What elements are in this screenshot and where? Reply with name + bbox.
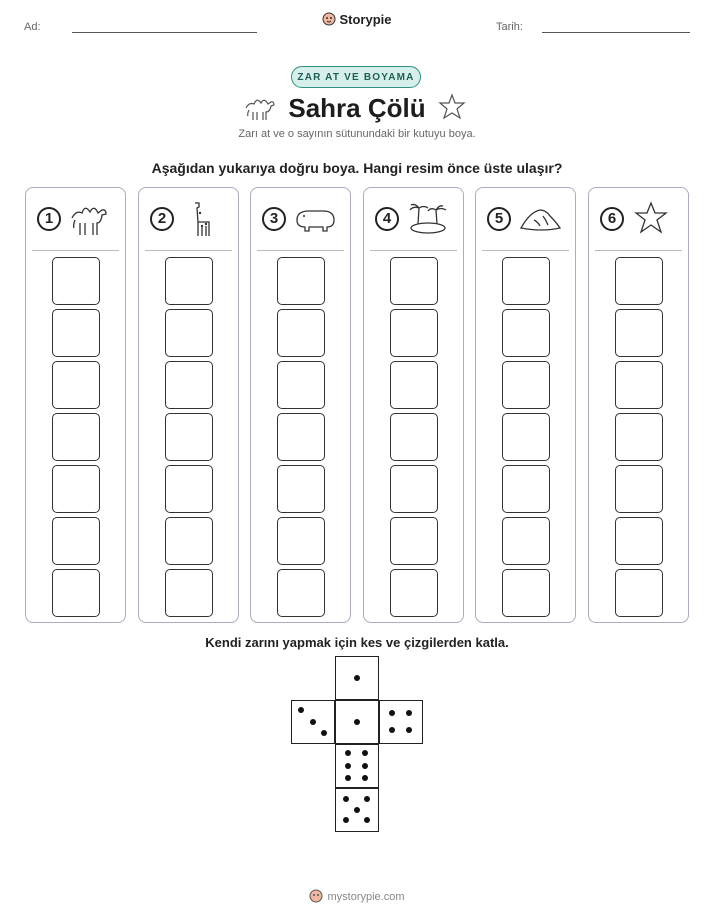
color-box[interactable] [52,517,100,565]
die-face-5 [335,788,379,832]
color-box[interactable] [277,569,325,617]
column-divider [257,250,344,251]
column-number: 4 [375,207,399,231]
dice-instruction: Kendi zarını yapmak için kes ve çizgilerden katla. [205,635,509,650]
color-box[interactable] [615,465,663,513]
column-header [26,188,125,250]
column-5 [475,187,576,623]
color-box[interactable] [502,309,550,357]
column-2 [138,187,239,623]
color-box[interactable] [52,413,100,461]
color-box[interactable] [390,361,438,409]
column-divider [145,250,232,251]
column-4 [363,187,464,623]
column-divider [370,250,457,251]
column-header [364,188,463,250]
die-pip [354,675,360,681]
column-divider [32,250,119,251]
die-pip [354,719,360,725]
die-pip [406,710,412,716]
color-box[interactable] [615,309,663,357]
color-box[interactable] [615,569,663,617]
color-box[interactable] [390,465,438,513]
column-number: 6 [600,207,624,231]
die-face-6 [335,744,379,788]
activity-badge: ZAR AT VE BOYAMA [291,66,421,88]
die-pip [364,817,370,823]
date-label: Tarih: [496,21,523,33]
column-number: 1 [37,207,61,231]
color-box[interactable] [165,361,213,409]
color-box[interactable] [390,569,438,617]
column-number: 2 [150,207,174,231]
name-label: Ad: [24,21,41,33]
column-divider [482,250,569,251]
color-box[interactable] [502,257,550,305]
name-line[interactable] [72,32,257,33]
color-box[interactable] [502,361,550,409]
color-box[interactable] [277,257,325,305]
column-header [251,188,350,250]
giraffe-icon [181,200,225,238]
die-pip [345,763,351,769]
column-6 [588,187,689,623]
star-icon [631,200,675,238]
color-box[interactable] [615,361,663,409]
die-pip [298,707,304,713]
color-box[interactable] [165,517,213,565]
storypie-mascot-icon [322,12,336,26]
die-pip [345,775,351,781]
die-pip [343,796,349,802]
page-title: Sahra Çölü [288,93,426,123]
die-pip [406,727,412,733]
color-box[interactable] [165,309,213,357]
color-box[interactable] [165,569,213,617]
oasis-icon [406,200,450,238]
die-pip [362,775,368,781]
color-box[interactable] [277,465,325,513]
color-box[interactable] [502,517,550,565]
column-number: 3 [262,207,286,231]
color-box[interactable] [165,465,213,513]
die-pip [389,710,395,716]
column-3 [250,187,351,623]
color-box[interactable] [615,517,663,565]
color-box[interactable] [390,413,438,461]
column-1 [25,187,126,623]
die-pip [389,727,395,733]
die-pip [364,796,370,802]
column-divider [595,250,682,251]
color-box[interactable] [52,309,100,357]
footer [0,889,714,903]
color-box[interactable] [277,309,325,357]
die-face-1 [335,700,379,744]
instruction: Aşağıdan yukarıya doğru boya. Hangi resim önce üste ulaşır? [151,160,563,176]
column-number: 5 [487,207,511,231]
color-box[interactable] [52,361,100,409]
die-pip [321,730,327,736]
footer-url[interactable]: mystorypie.com [327,891,405,903]
color-box[interactable] [52,257,100,305]
color-box[interactable] [52,569,100,617]
die-pip [310,719,316,725]
die-pip [362,763,368,769]
color-box[interactable] [390,257,438,305]
die-face-1 [335,656,379,700]
color-box[interactable] [277,517,325,565]
color-box[interactable] [52,465,100,513]
color-box[interactable] [502,413,550,461]
color-box[interactable] [615,413,663,461]
storypie-mascot-icon [309,889,323,903]
sand-dune-icon [518,200,562,238]
color-box[interactable] [165,413,213,461]
brand-name: Storypie [339,12,392,27]
die-pip [354,807,360,813]
color-box[interactable] [390,309,438,357]
color-box[interactable] [615,257,663,305]
date-line[interactable] [542,32,690,33]
die-pip [343,817,349,823]
star-icon [437,92,467,122]
die-face-4 [379,700,423,744]
camel-icon [68,200,112,238]
color-box[interactable] [502,569,550,617]
die-face-3 [291,700,335,744]
column-header [589,188,688,250]
hippo-icon [293,200,337,238]
color-box[interactable] [277,413,325,461]
color-box[interactable] [165,257,213,305]
color-box[interactable] [390,517,438,565]
color-box[interactable] [277,361,325,409]
die-pip [362,750,368,756]
column-header [476,188,575,250]
color-box[interactable] [502,465,550,513]
subtitle: Zarı at ve o sayının sütunundaki bir kutuyu boya. [238,128,476,140]
brand-logo [0,12,714,27]
die-pip [345,750,351,756]
column-header [139,188,238,250]
